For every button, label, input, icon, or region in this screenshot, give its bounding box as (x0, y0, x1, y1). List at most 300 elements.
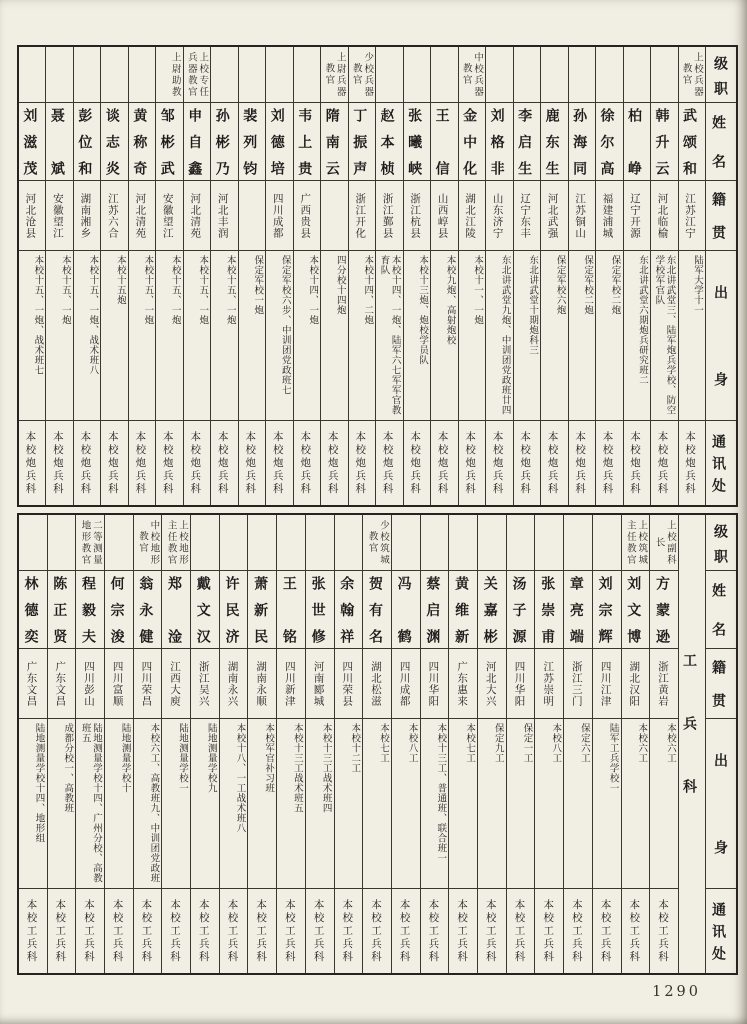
roster-table-bottom (17, 513, 738, 975)
person-column (650, 47, 677, 505)
cell-rank: 上校筑城主任教官 (622, 515, 650, 571)
cell-contact: 本校炮兵科 (601, 430, 614, 496)
cell-background: 陆军工兵学校一 (593, 719, 621, 889)
cell-origin: 浙江开化 (349, 181, 375, 251)
cell-background: 保定军校六步、中训团党政班七 (266, 251, 292, 421)
cell-rank (220, 515, 248, 571)
cell-contact: 本校工兵科 (398, 898, 411, 964)
person-column (534, 515, 563, 973)
cell-name: 王信 (431, 103, 457, 181)
cell-origin: 安徽望江 (156, 181, 182, 251)
cell-background: 陆地测量学校十四、地形组 (19, 719, 47, 889)
person-column (247, 515, 276, 973)
cell-name: 鹿东生 (541, 103, 567, 181)
cell-contact: 本校炮兵科 (354, 430, 367, 496)
cell-origin: 湖北汉阳 (622, 649, 650, 719)
row-header-rank: 级职 (706, 47, 736, 103)
cell-contact: 本校炮兵科 (106, 430, 119, 496)
cell-rank (306, 515, 334, 571)
cell-rank: 上校地形主任教官 (162, 515, 190, 571)
cell-origin (239, 181, 265, 251)
cell-origin: 山东济宁 (486, 181, 512, 251)
cell-name: 蔡启渊 (421, 571, 449, 649)
person-column (563, 515, 592, 973)
person-column (458, 47, 485, 505)
row-header-name: 姓名 (706, 103, 736, 181)
cell-origin: 河南郾城 (306, 649, 334, 719)
cell-origin: 四川新津 (277, 649, 305, 719)
person-column (678, 47, 705, 505)
cell-background: 本校十三工战术班四 (306, 719, 334, 889)
cell-contact: 本校炮兵科 (244, 430, 257, 496)
cell-name: 刘宗辉 (593, 571, 621, 649)
cell-contact: 本校炮兵科 (271, 430, 284, 496)
cell-origin: 江苏江宁 (679, 181, 705, 251)
person-column (293, 47, 320, 505)
person-column (19, 515, 47, 973)
cell-rank: 少校筑城教官 (363, 515, 391, 571)
cell-contact: 本校工兵科 (169, 898, 182, 964)
cell-rank (596, 47, 622, 103)
person-column (73, 47, 100, 505)
row-header-rank: 级职 (706, 515, 736, 571)
cell-contact: 本校工兵科 (111, 898, 124, 964)
cell-origin: 河北清苑 (129, 181, 155, 251)
cell-origin: 辽宁东丰 (514, 181, 540, 251)
cell-origin: 湖南永顺 (248, 649, 276, 719)
cell-background: 成都分校一、高教班 (48, 719, 76, 889)
cell-origin: 四川富顺 (105, 649, 133, 719)
cell-name: 谈志炎 (101, 103, 127, 181)
person-column (623, 47, 650, 505)
cell-rank (211, 47, 237, 103)
person-column (219, 515, 248, 973)
cell-origin: 浙江吴兴 (191, 649, 219, 719)
cell-rank: 中校兵器教官 (459, 47, 485, 103)
section-label: 工兵科 (678, 515, 705, 973)
cell-origin: 湖北松滋 (363, 649, 391, 719)
cell-origin: 浙江黄岩 (650, 649, 678, 719)
cell-contact: 本校工兵科 (283, 898, 296, 964)
cell-origin: 浙江三门 (564, 649, 592, 719)
cell-origin: 广东惠来 (449, 649, 477, 719)
cell-background: 陆军大学十一 (679, 251, 705, 421)
cell-name: 刘滋茂 (19, 103, 45, 181)
cell-background: 保定军校六炮 (541, 251, 567, 421)
row-header-origin: 籍贯 (706, 649, 736, 719)
cell-contact: 本校工兵科 (312, 898, 325, 964)
person-column (391, 515, 420, 973)
person-column (568, 47, 595, 505)
cell-name: 戴文汉 (191, 571, 219, 649)
cell-background: 本校六工 (650, 719, 678, 889)
cell-name: 徐尔高 (596, 103, 622, 181)
cell-contact: 本校炮兵科 (79, 430, 92, 496)
cell-origin: 河北武强 (541, 181, 567, 251)
cell-rank (191, 515, 219, 571)
cell-rank (404, 47, 430, 103)
cell-contact: 本校工兵科 (369, 898, 382, 964)
cell-background: 陆地测量学校十 (105, 719, 133, 889)
cell-contact: 本校炮兵科 (51, 430, 64, 496)
cell-contact: 本校工兵科 (226, 898, 239, 964)
cell-contact: 本校炮兵科 (491, 430, 504, 496)
cell-rank (507, 515, 535, 571)
cell-contact: 本校炮兵科 (574, 430, 587, 496)
cell-contact: 本校工兵科 (628, 898, 641, 964)
cell-contact: 本校炮兵科 (546, 430, 559, 496)
cell-contact: 本校炮兵科 (24, 430, 37, 496)
person-column (621, 515, 650, 973)
cell-background: 本校十三炮、炮校学员队 (404, 251, 430, 421)
row-header-contact: 通讯处 (710, 434, 726, 492)
row-header-contact: 通讯处 (710, 902, 726, 960)
person-column (190, 515, 219, 973)
person-column (485, 47, 512, 505)
cell-name: 赵本桢 (376, 103, 402, 181)
cell-origin: 湖南永兴 (220, 649, 248, 719)
cell-origin: 四川华阳 (421, 649, 449, 719)
cell-rank (569, 47, 595, 103)
cell-background: 保定军校一炮 (239, 251, 265, 421)
person-column (649, 515, 678, 973)
cell-background: 本校八工 (392, 719, 420, 889)
cell-rank (624, 47, 650, 103)
cell-name: 许民济 (220, 571, 248, 649)
cell-background: 本校十四、一炮、陆军六七军军官教育队 (376, 251, 402, 421)
cell-origin: 山西崞县 (431, 181, 457, 251)
cell-rank (449, 515, 477, 571)
cell-origin: 广西贵县 (294, 181, 320, 251)
cell-background: 东北讲武堂三、陆军炮兵学校、防空学校军官队 (651, 251, 677, 421)
person-column (75, 515, 104, 973)
cell-contact: 本校炮兵科 (519, 430, 532, 496)
person-column (210, 47, 237, 505)
cell-background: 本校十一、一炮 (459, 251, 485, 421)
cell-background: 东北讲武堂九炮、中训团党政班廿四 (486, 251, 512, 421)
cell-rank (486, 47, 512, 103)
cell-background: 本校十五、一炮、战术班八 (74, 251, 100, 421)
cell-rank (478, 515, 506, 571)
cell-origin: 江苏崇明 (535, 649, 563, 719)
cell-contact: 本校工兵科 (456, 898, 469, 964)
cell-origin: 河北大兴 (478, 649, 506, 719)
cell-background: 本校十五、一炮 (129, 251, 155, 421)
cell-contact: 本校炮兵科 (656, 430, 669, 496)
cell-name: 申自鑫 (184, 103, 210, 181)
cell-contact: 本校炮兵科 (134, 430, 147, 496)
cell-background: 本校十二工 (335, 719, 363, 889)
cell-name: 程毅夫 (76, 571, 104, 649)
cell-name: 冯鹤 (392, 571, 420, 649)
cell-name: 刘格非 (486, 103, 512, 181)
person-column (540, 47, 567, 505)
cell-rank: 上尉兵器教官 (321, 47, 347, 103)
cell-contact: 本校工兵科 (25, 898, 38, 964)
person-column (477, 515, 506, 973)
cell-background: 本校十五、一炮 (156, 251, 182, 421)
cell-contact: 本校炮兵科 (409, 430, 422, 496)
cell-origin: 河北丰润 (211, 181, 237, 251)
cell-origin: 湖南湘乡 (74, 181, 100, 251)
cell-rank (239, 47, 265, 103)
cell-name: 关嘉彬 (478, 571, 506, 649)
cell-background: 陆地测量学校九 (191, 719, 219, 889)
page-number: 1290 (652, 984, 701, 1000)
person-column (592, 515, 621, 973)
cell-background: 本校六工 (622, 719, 650, 889)
cell-background: 陆地测量学校十四、广州分校、高教班五 (76, 719, 104, 889)
cell-rank (105, 515, 133, 571)
cell-contact: 本校工兵科 (484, 898, 497, 964)
cell-contact: 本校工兵科 (82, 898, 95, 964)
cell-background: 本校十五、一炮、战术班七 (19, 251, 45, 421)
cell-rank (514, 47, 540, 103)
cell-name: 孙海同 (569, 103, 595, 181)
row-header-name: 姓名 (706, 571, 736, 649)
cell-name: 刘德培 (266, 103, 292, 181)
cell-origin: 湖北江陵 (459, 181, 485, 251)
cell-contact: 本校炮兵科 (326, 430, 339, 496)
cell-name: 黄维新 (449, 571, 477, 649)
cell-rank: 中校地形教官 (134, 515, 162, 571)
cell-name: 张曦峡 (404, 103, 430, 181)
cell-name: 贺有名 (363, 571, 391, 649)
cell-origin: 四川成都 (392, 649, 420, 719)
person-column (420, 515, 449, 973)
cell-rank (48, 515, 76, 571)
cell-origin: 浙江鄞县 (376, 181, 402, 251)
row-header-column (705, 515, 736, 973)
cell-background: 本校十五、一炮 (211, 251, 237, 421)
person-column (448, 515, 477, 973)
cell-contact: 本校工兵科 (341, 898, 354, 964)
cell-background: 本校十五、一炮 (184, 251, 210, 421)
person-column (155, 47, 182, 505)
cell-contact: 本校炮兵科 (464, 430, 477, 496)
cell-background: 本校十四、一炮 (294, 251, 320, 421)
cell-contact: 本校炮兵科 (299, 430, 312, 496)
cell-contact: 本校工兵科 (599, 898, 612, 964)
cell-origin: 河北沧县 (19, 181, 45, 251)
cell-origin: 福建浦城 (596, 181, 622, 251)
cell-rank: 上校副科长 (650, 515, 678, 571)
cell-contact: 本校炮兵科 (189, 430, 202, 496)
cell-contact: 本校炮兵科 (216, 430, 229, 496)
person-column (47, 515, 76, 973)
cell-name: 聂斌 (46, 103, 72, 181)
cell-background: 陆地测量学校一 (162, 719, 190, 889)
person-column (403, 47, 430, 505)
cell-origin: 辽宁开源 (624, 181, 650, 251)
cell-background: 保定一工 (507, 719, 535, 889)
cell-name: 孙彬乃 (211, 103, 237, 181)
cell-origin (321, 181, 347, 251)
cell-name: 汤子源 (507, 571, 535, 649)
cell-contact: 本校工兵科 (542, 898, 555, 964)
cell-background: 本校十八、一工战术班八 (220, 719, 248, 889)
cell-origin: 江西大庾 (162, 649, 190, 719)
person-column (320, 47, 347, 505)
cell-name: 黄称奇 (129, 103, 155, 181)
cell-name: 章亮端 (564, 571, 592, 649)
row-header-column (705, 47, 736, 505)
cell-contact: 本校炮兵科 (161, 430, 174, 496)
cell-background: 东北讲武堂十期炮科三 (514, 251, 540, 421)
cell-name: 方蒙逊 (650, 571, 678, 649)
person-column (19, 47, 45, 505)
cell-origin: 河北临榆 (651, 181, 677, 251)
cell-rank (294, 47, 320, 103)
person-column (595, 47, 622, 505)
cell-rank (19, 515, 47, 571)
person-column (506, 515, 535, 973)
person-column (375, 47, 402, 505)
cell-name: 韦上贵 (294, 103, 320, 181)
cell-name: 林德奕 (19, 571, 47, 649)
cell-origin: 四川江津 (593, 649, 621, 719)
cell-origin: 江苏铜山 (569, 181, 595, 251)
cell-name: 刘文博 (622, 571, 650, 649)
cell-name: 张崇甫 (535, 571, 563, 649)
cell-name: 王铭 (277, 571, 305, 649)
cell-origin: 四川荣县 (335, 649, 363, 719)
cell-contact: 本校工兵科 (140, 898, 153, 964)
person-column (100, 47, 127, 505)
person-column (238, 47, 265, 505)
cell-origin: 四川彭山 (76, 649, 104, 719)
person-column (334, 515, 363, 973)
row-header-background: 出身 (706, 251, 736, 421)
cell-background: 本校十四、二炮 (349, 251, 375, 421)
cell-rank: 二等测量地形教官 (76, 515, 104, 571)
person-column (305, 515, 334, 973)
person-column (513, 47, 540, 505)
person-column (45, 47, 72, 505)
cell-origin: 广东文昌 (19, 649, 47, 719)
cell-rank: 上尉助教 (156, 47, 182, 103)
cell-origin: 河北清苑 (184, 181, 210, 251)
cell-rank (541, 47, 567, 103)
cell-rank (421, 515, 449, 571)
cell-rank (593, 515, 621, 571)
person-column (430, 47, 457, 505)
cell-origin: 江苏六合 (101, 181, 127, 251)
cell-name: 柏峥 (624, 103, 650, 181)
cell-rank (277, 515, 305, 571)
cell-origin: 四川荣昌 (134, 649, 162, 719)
cell-contact: 本校工兵科 (197, 898, 210, 964)
row-header-background: 出身 (706, 719, 736, 889)
cell-name: 金中化 (459, 103, 485, 181)
cell-origin: 浙江杭县 (404, 181, 430, 251)
cell-name: 张世修 (306, 571, 334, 649)
person-column (161, 515, 190, 973)
cell-contact: 本校炮兵科 (436, 430, 449, 496)
cell-rank: 少校兵器教官 (349, 47, 375, 103)
cell-name: 彭位和 (74, 103, 100, 181)
person-column (276, 515, 305, 973)
cell-name: 韩升云 (651, 103, 677, 181)
cell-background: 本校十三工战术班五 (277, 719, 305, 889)
cell-rank (651, 47, 677, 103)
cell-background: 本校九炮、高射炮校 (431, 251, 457, 421)
cell-background: 本校七工 (449, 719, 477, 889)
cell-rank (129, 47, 155, 103)
cell-rank (19, 47, 45, 103)
cell-background: 本校六工、高教班九、中训团党政班 (134, 719, 162, 889)
cell-background: 四分校十四炮 (321, 251, 347, 421)
cell-background: 本校八工 (535, 719, 563, 889)
cell-rank (335, 515, 363, 571)
cell-name: 丁振声 (349, 103, 375, 181)
cell-origin: 安徽望江 (46, 181, 72, 251)
roster-area (17, 45, 738, 975)
person-column (104, 515, 133, 973)
cell-background: 东北讲武堂六期炮兵研究班二 (624, 251, 650, 421)
cell-rank (535, 515, 563, 571)
cell-background: 保定六工 (564, 719, 592, 889)
cell-contact: 本校炮兵科 (629, 430, 642, 496)
cell-background: 保定九工 (478, 719, 506, 889)
cell-rank (392, 515, 420, 571)
person-column (362, 515, 391, 973)
cell-rank (248, 515, 276, 571)
person-column (128, 47, 155, 505)
cell-contact: 本校工兵科 (513, 898, 526, 964)
cell-origin: 广东文昌 (48, 649, 76, 719)
row-header-origin: 籍贯 (706, 181, 736, 251)
cell-name: 萧新民 (248, 571, 276, 649)
cell-background: 本校军官补习班 (248, 719, 276, 889)
cell-origin: 四川华阳 (507, 649, 535, 719)
cell-name: 邹彬武 (156, 103, 182, 181)
cell-rank (46, 47, 72, 103)
cell-origin: 四川成都 (266, 181, 292, 251)
cell-name: 隋南云 (321, 103, 347, 181)
cell-rank (376, 47, 402, 103)
cell-contact: 本校工兵科 (255, 898, 268, 964)
cell-background: 保定军校二炮 (569, 251, 595, 421)
cell-contact: 本校工兵科 (570, 898, 583, 964)
cell-background: 本校七工 (363, 719, 391, 889)
cell-name: 余翰祥 (335, 571, 363, 649)
person-column (265, 47, 292, 505)
cell-contact: 本校工兵科 (54, 898, 67, 964)
cell-background: 本校十五炮 (101, 251, 127, 421)
cell-rank (564, 515, 592, 571)
cell-background: 本校十五、一炮 (46, 251, 72, 421)
cell-rank: 上校专任兵器教官 (184, 47, 210, 103)
cell-name: 何宗浚 (105, 571, 133, 649)
cell-name: 郑淦 (162, 571, 190, 649)
cell-rank (74, 47, 100, 103)
person-column (348, 47, 375, 505)
cell-contact: 本校炮兵科 (684, 430, 696, 496)
cell-name: 李启生 (514, 103, 540, 181)
cell-rank (431, 47, 457, 103)
person-column (133, 515, 162, 973)
cell-rank (101, 47, 127, 103)
cell-rank (266, 47, 292, 103)
cell-contact: 本校工兵科 (657, 898, 669, 964)
cell-contact: 本校炮兵科 (381, 430, 394, 496)
cell-rank: 上校兵器教官 (679, 47, 705, 103)
cell-name: 翁永健 (134, 571, 162, 649)
cell-name: 陈正贤 (48, 571, 76, 649)
cell-contact: 本校工兵科 (427, 898, 440, 964)
person-column (183, 47, 210, 505)
